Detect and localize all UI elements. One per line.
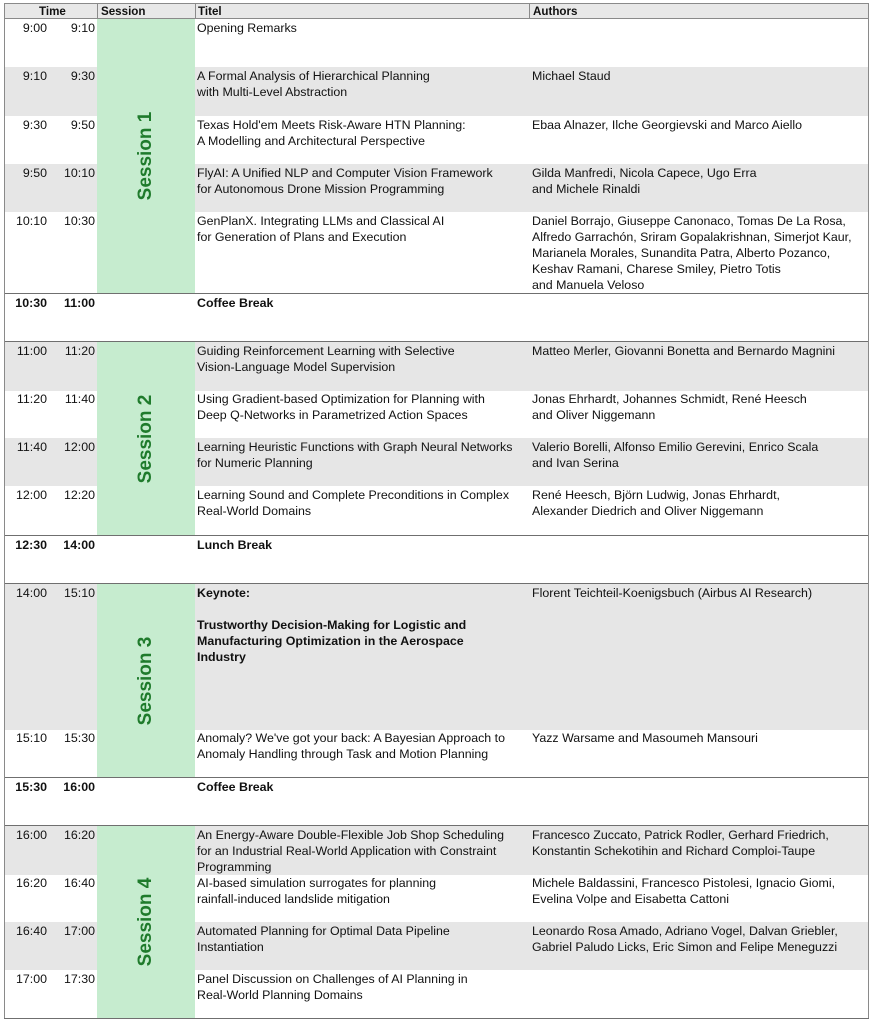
break-row [4,535,869,584]
talk-title: Using Gradient-based Optimization for Planning with Deep Q-Networks in Parametrized Action Spaces [197,392,485,423]
break-title: Coffee Break [197,296,274,310]
start-time: 9:50 [22,166,47,180]
end-time: 12:20 [63,488,95,502]
start-time: 16:20 [15,876,47,890]
talk-authors: Valerio Borelli, Alfonso Emilio Gerevini, Enrico Scala and Ivan Serina [532,440,819,471]
end-time: 11:20 [64,344,95,358]
end-time: 16:40 [63,876,95,890]
talk-title: AI-based simulation surrogates for planning rainfall-induced landslide mitigation [197,876,436,907]
table-header [4,3,869,19]
start-time: 12:00 [15,488,47,502]
start-time: 15:10 [15,731,47,745]
talk-authors: Leonardo Rosa Amado, Adriano Vogel, Dalvan Griebler, Gabriel Paludo Licks, Eric Simon and Felipe Meneguzzi [532,924,838,955]
end-time: 9:50 [70,118,95,132]
session-4-block [97,826,195,1018]
break-row [4,777,869,826]
break-title: Lunch Break [197,538,273,552]
end-time: 16:20 [63,828,95,842]
start-time: 10:30 [15,296,47,310]
keynote-label: Keynote: [197,586,251,600]
talk-title: Opening Remarks [197,21,297,35]
session-4-label: Session 4 [135,877,156,967]
end-time: 11:40 [64,392,95,406]
talk-authors: Michele Baldassini, Francesco Pistolesi, Ignacio Giomi, Evelina Volpe and Eisabetta Cattoni [532,876,836,907]
schedule-table [4,3,869,1019]
start-time: 16:40 [15,924,47,938]
header-title: Titel [198,5,222,18]
start-time: 11:00 [16,344,47,358]
talk-authors: René Heesch, Björn Ludwig, Jonas Ehrhardt, Alexander Diedrich and Oliver Niggemann [532,488,780,519]
break-title: Coffee Break [197,780,274,794]
talk-authors: Matteo Merler, Giovanni Bonetta and Bernardo Magnini [532,344,836,358]
talk-title: Anomaly? We've got your back: A Bayesian Approach to Anomaly Handling through Task and Motion Planning [197,731,505,762]
talk-authors: Michael Staud [532,69,611,83]
end-time: 17:00 [63,924,95,938]
talk-authors: Gilda Manfredi, Nicola Capece, Ugo Erra and Michele Rinaldi [532,166,757,197]
session-2-label: Session 2 [135,394,156,483]
talk-authors: Ebaa Alnazer, Ilche Georgievski and Marco Aiello [532,118,802,132]
session-3-block [97,584,195,777]
end-time: 14:00 [63,538,95,552]
talk-authors: Daniel Borrajo, Giuseppe Canonaco, Tomas De La Rosa, Alfredo Garrachón, Sriram Gopalakrishnan, Simerjot Kaur, Marianela Morales, Sunandita Patra, Alberto Pozanco, Keshav Ramani, Charese Smiley, Pietro Totis and Manuela Veloso [532,214,852,293]
start-time: 16:00 [15,828,47,842]
start-time: 14:00 [15,586,47,600]
keynote-title: Trustworthy Decision-Making for Logistic and Manufacturing Optimization in the Aerospace Industry [197,618,467,665]
session-3-label: Session 3 [135,636,156,725]
break-row [4,293,869,342]
end-time: 15:10 [63,586,95,600]
start-time: 11:40 [16,440,47,454]
start-time: 9:00 [22,21,47,35]
end-time: 16:00 [63,780,95,794]
talk-title: FlyAI: A Unified NLP and Computer Vision Framework for Autonomous Drone Mission Programming [197,166,493,197]
header-session: Session [101,5,146,18]
table-border-bottom [4,1018,869,1019]
header-authors: Authors [533,5,578,18]
start-time: 10:10 [15,214,47,228]
session-1-label: Session 1 [135,111,156,201]
end-time: 15:30 [63,731,95,745]
end-time: 17:30 [63,972,95,986]
end-time: 10:10 [63,166,95,180]
end-time: 11:00 [63,296,95,310]
session-2-block [97,342,195,535]
start-time: 11:20 [16,392,47,406]
session-1-block [97,19,195,293]
talk-title: Guiding Reinforcement Learning with Selective Vision-Language Model Supervision [197,344,455,375]
end-time: 9:10 [70,21,95,35]
table-border-right [868,19,869,1019]
talk-title: Learning Sound and Complete Preconditions in Complex Real-World Domains [197,488,510,519]
start-time: 9:30 [22,118,47,132]
start-time: 12:30 [15,538,47,552]
talk-title: GenPlanX. Integrating LLMs and Classical AI for Generation of Plans and Execution [197,214,445,245]
talk-title: Automated Planning for Optimal Data Pipeline Instantiation [197,924,450,955]
end-time: 10:30 [63,214,95,228]
end-time: 12:00 [63,440,95,454]
talk-title: An Energy-Aware Double-Flexible Job Shop Scheduling for an Industrial Real-World Application with Constraint Programming [197,828,504,875]
start-time: 9:10 [22,69,47,83]
start-time: 17:00 [15,972,47,986]
talk-authors: Francesco Zuccato, Patrick Rodler, Gerhard Friedrich, Konstantin Schekotihin and Richard Comploi-Taupe [532,828,829,859]
talk-title: Learning Heuristic Functions with Graph Neural Networks for Numeric Planning [197,440,513,471]
keynote-speaker: Florent Teichteil-Koenigsbuch (Airbus AI Research) [532,586,813,600]
end-time: 9:30 [70,69,95,83]
table-border-left [4,19,5,1019]
header-time: Time [39,5,66,18]
talk-title: Texas Hold'em Meets Risk-Aware HTN Planning: A Modelling and Architectural Perspective [197,118,466,149]
talk-title: A Formal Analysis of Hierarchical Planning with Multi-Level Abstraction [197,69,430,100]
talk-authors: Jonas Ehrhardt, Johannes Schmidt, René Heesch and Oliver Niggemann [532,392,807,423]
talk-authors: Yazz Warsame and Masoumeh Mansouri [532,731,758,745]
talk-title: Panel Discussion on Challenges of AI Planning in Real-World Planning Domains [197,972,468,1003]
start-time: 15:30 [15,780,47,794]
